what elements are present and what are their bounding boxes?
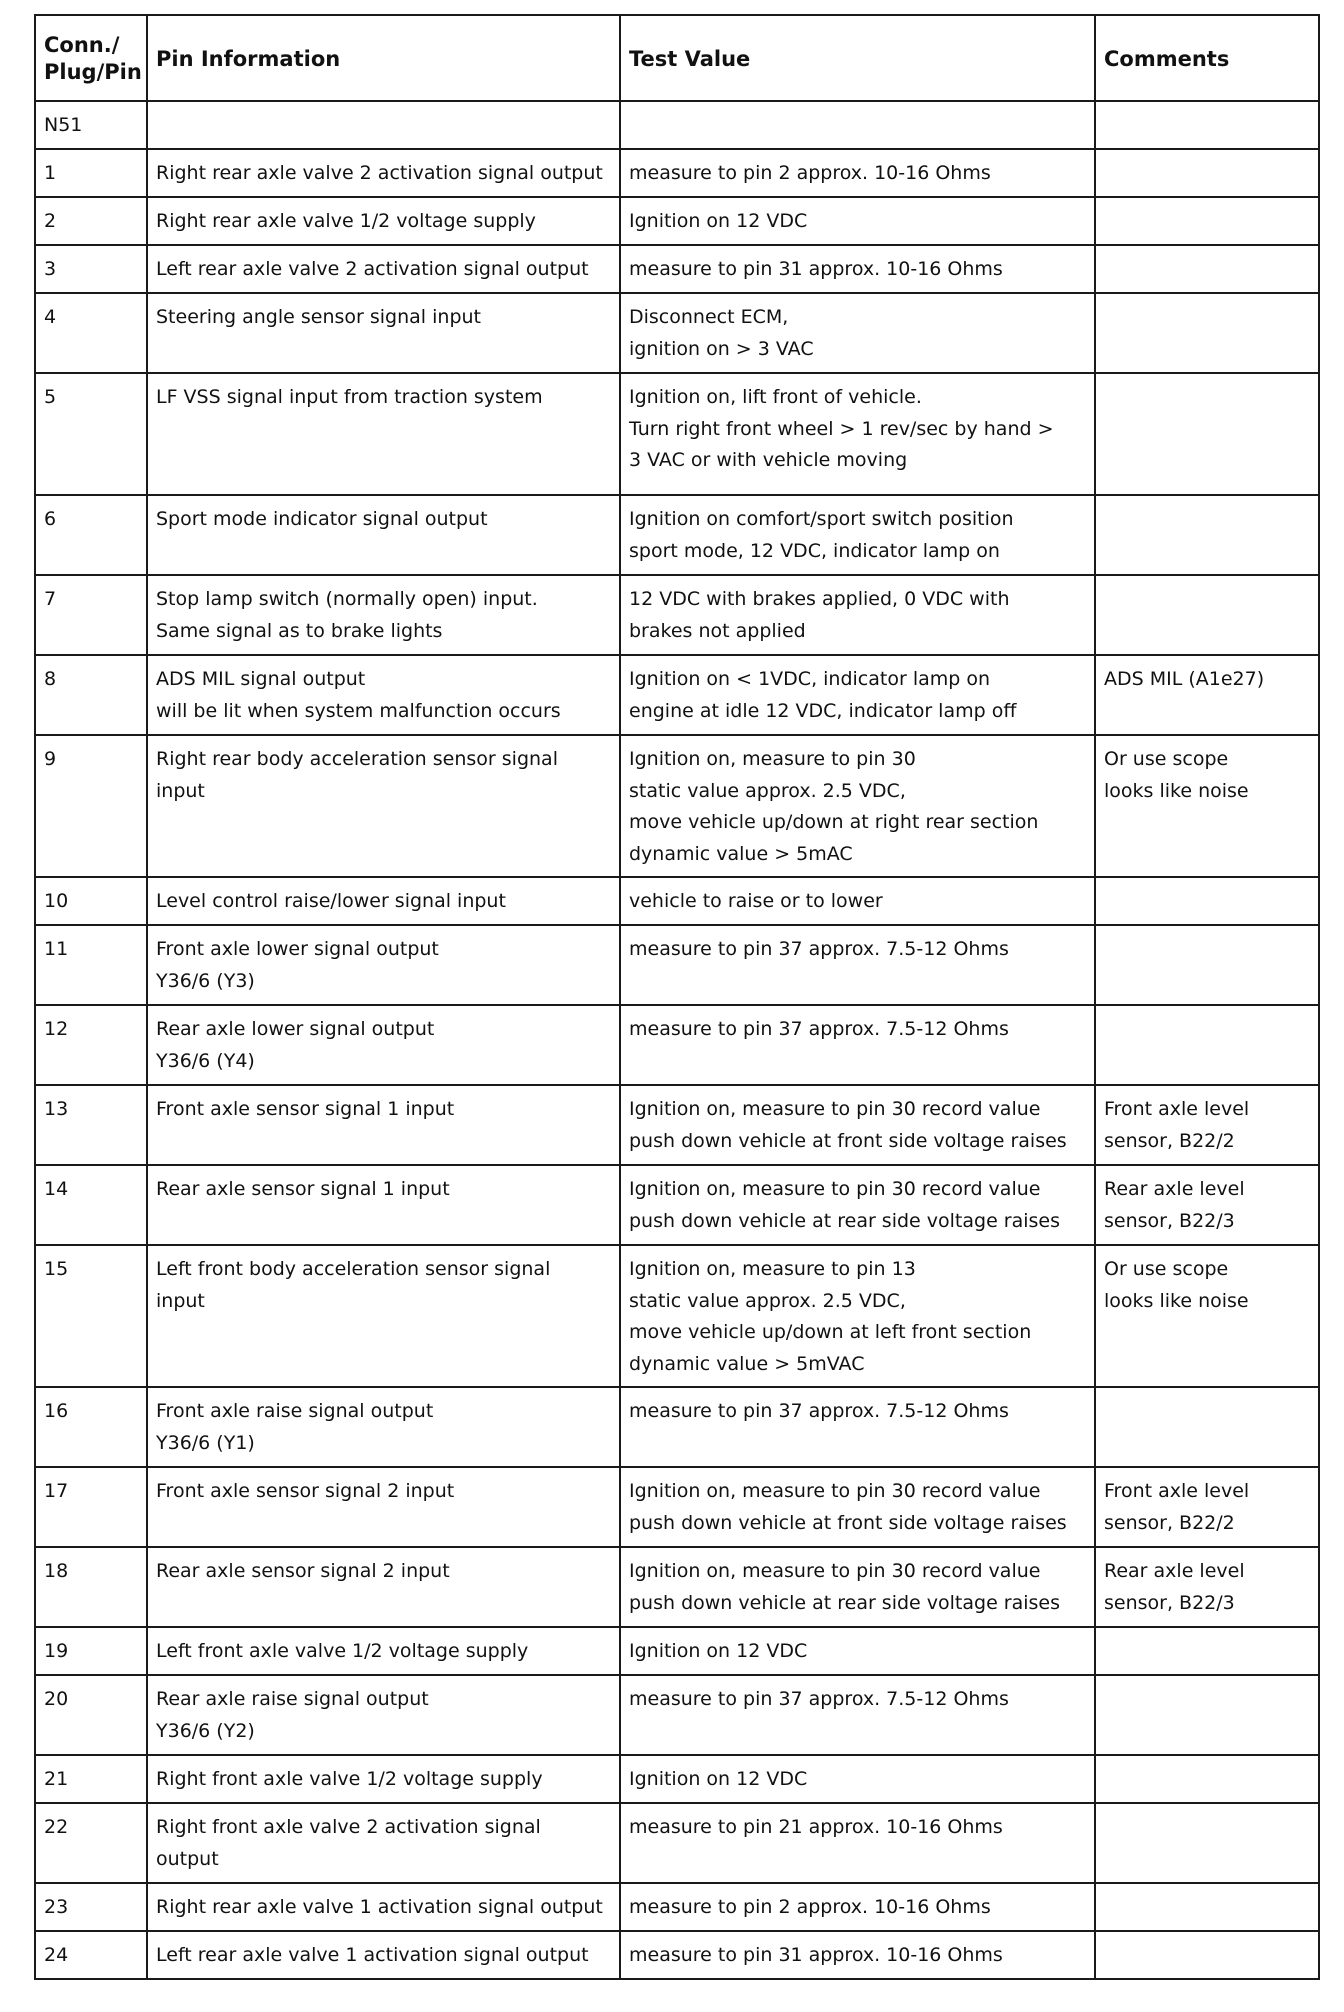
cell-comments <box>1095 149 1319 197</box>
cell-pin-information: Rear axle sensor signal 1 input <box>147 1165 620 1245</box>
cell-pin-information: Left front body acceleration sensor signal input <box>147 1245 620 1387</box>
cell-pin: 19 <box>35 1627 147 1675</box>
cell-pin: 12 <box>35 1005 147 1085</box>
cell-pin: 22 <box>35 1803 147 1883</box>
cell-test-value: measure to pin 31 approx. 10-16 Ohms <box>620 245 1095 293</box>
cell-pin-information: Left rear axle valve 1 activation signal output <box>147 1931 620 1979</box>
table-row <box>35 1755 1319 1803</box>
cell-comments <box>1095 1803 1319 1883</box>
pin-table <box>34 14 1320 1980</box>
cell-pin: 24 <box>35 1931 147 1979</box>
cell-comments <box>1095 293 1319 373</box>
cell-comments <box>1095 1627 1319 1675</box>
cell-comments <box>1095 1931 1319 1979</box>
table-row <box>35 245 1319 293</box>
cell-pin-information: ADS MIL signal output will be lit when system malfunction occurs <box>147 655 620 735</box>
header-pin-information: Pin Information <box>147 15 620 101</box>
table-row <box>35 1883 1319 1931</box>
table-row <box>35 1387 1319 1467</box>
table-row <box>35 1085 1319 1165</box>
table-row <box>35 1803 1319 1883</box>
table-row <box>35 373 1319 495</box>
pin-table-page <box>34 14 1318 1980</box>
header-pin: Conn./ Plug/Pin <box>35 15 147 101</box>
cell-comments <box>1095 373 1319 495</box>
cell-pin-information: Right front axle valve 2 activation signal output <box>147 1803 620 1883</box>
cell-pin-information: Front axle lower signal output Y36/6 (Y3) <box>147 925 620 1005</box>
table-header-row <box>35 15 1319 101</box>
cell-test-value: measure to pin 2 approx. 10-16 Ohms <box>620 149 1095 197</box>
cell-pin: 4 <box>35 293 147 373</box>
cell-pin-information: Right rear axle valve 1/2 voltage supply <box>147 197 620 245</box>
cell-pin: 17 <box>35 1467 147 1547</box>
cell-pin: 13 <box>35 1085 147 1165</box>
cell-comments: Or use scope looks like noise <box>1095 735 1319 877</box>
cell-pin: 14 <box>35 1165 147 1245</box>
table-row <box>35 1627 1319 1675</box>
cell-test-value: vehicle to raise or to lower <box>620 877 1095 925</box>
cell-test-value: Ignition on, measure to pin 30 record value push down vehicle at front side voltage raises <box>620 1467 1095 1547</box>
cell-pin-information: Right rear axle valve 1 activation signal output <box>147 1883 620 1931</box>
table-row <box>35 1547 1319 1627</box>
cell-pin: 7 <box>35 575 147 655</box>
cell-test-value <box>620 101 1095 149</box>
cell-pin: 9 <box>35 735 147 877</box>
header-test-value: Test Value <box>620 15 1095 101</box>
cell-test-value: measure to pin 37 approx. 7.5-12 Ohms <box>620 1675 1095 1755</box>
cell-pin-information: Sport mode indicator signal output <box>147 495 620 575</box>
cell-test-value: 12 VDC with brakes applied, 0 VDC with brakes not applied <box>620 575 1095 655</box>
cell-test-value: measure to pin 21 approx. 10-16 Ohms <box>620 1803 1095 1883</box>
table-row <box>35 1165 1319 1245</box>
cell-test-value: Ignition on 12 VDC <box>620 1627 1095 1675</box>
cell-test-value: Ignition on, measure to pin 13 static value approx. 2.5 VDC, move vehicle up/down at left front section dynamic value > 5mVAC <box>620 1245 1095 1387</box>
cell-comments <box>1095 495 1319 575</box>
cell-test-value: measure to pin 37 approx. 7.5-12 Ohms <box>620 1005 1095 1085</box>
table-row <box>35 1467 1319 1547</box>
cell-test-value: Ignition on comfort/sport switch position sport mode, 12 VDC, indicator lamp on <box>620 495 1095 575</box>
cell-pin-information <box>147 101 620 149</box>
cell-comments <box>1095 1755 1319 1803</box>
cell-comments <box>1095 877 1319 925</box>
table-row <box>35 735 1319 877</box>
table-row <box>35 197 1319 245</box>
cell-comments <box>1095 197 1319 245</box>
cell-pin-information: Rear axle raise signal output Y36/6 (Y2) <box>147 1675 620 1755</box>
cell-pin-information: Left rear axle valve 2 activation signal output <box>147 245 620 293</box>
cell-test-value: Ignition on 12 VDC <box>620 197 1095 245</box>
cell-pin-information: LF VSS signal input from traction system <box>147 373 620 495</box>
cell-pin-information: Stop lamp switch (normally open) input. Same signal as to brake lights <box>147 575 620 655</box>
table-row <box>35 101 1319 149</box>
cell-comments <box>1095 575 1319 655</box>
cell-pin-information: Rear axle sensor signal 2 input <box>147 1547 620 1627</box>
table-row <box>35 149 1319 197</box>
cell-pin: 20 <box>35 1675 147 1755</box>
table-row <box>35 925 1319 1005</box>
cell-test-value: measure to pin 37 approx. 7.5-12 Ohms <box>620 925 1095 1005</box>
cell-test-value: Ignition on < 1VDC, indicator lamp on engine at idle 12 VDC, indicator lamp off <box>620 655 1095 735</box>
cell-pin-information: Front axle raise signal output Y36/6 (Y1) <box>147 1387 620 1467</box>
cell-pin: 18 <box>35 1547 147 1627</box>
cell-pin: N51 <box>35 101 147 149</box>
cell-pin: 11 <box>35 925 147 1005</box>
cell-pin: 3 <box>35 245 147 293</box>
table-row <box>35 877 1319 925</box>
cell-test-value: measure to pin 31 approx. 10-16 Ohms <box>620 1931 1095 1979</box>
cell-comments: Front axle level sensor, B22/2 <box>1095 1085 1319 1165</box>
cell-test-value: measure to pin 2 approx. 10-16 Ohms <box>620 1883 1095 1931</box>
cell-comments: Or use scope looks like noise <box>1095 1245 1319 1387</box>
cell-test-value: Disconnect ECM, ignition on > 3 VAC <box>620 293 1095 373</box>
cell-pin: 2 <box>35 197 147 245</box>
cell-comments <box>1095 245 1319 293</box>
cell-test-value: Ignition on, measure to pin 30 static value approx. 2.5 VDC, move vehicle up/down at right rear section dynamic value > 5mAC <box>620 735 1095 877</box>
cell-comments <box>1095 1675 1319 1755</box>
table-row <box>35 655 1319 735</box>
table-row <box>35 575 1319 655</box>
cell-pin: 16 <box>35 1387 147 1467</box>
cell-comments <box>1095 101 1319 149</box>
cell-pin: 10 <box>35 877 147 925</box>
cell-pin-information: Steering angle sensor signal input <box>147 293 620 373</box>
table-row <box>35 1245 1319 1387</box>
cell-pin-information: Right rear body acceleration sensor signal input <box>147 735 620 877</box>
cell-pin-information: Left front axle valve 1/2 voltage supply <box>147 1627 620 1675</box>
cell-comments: Rear axle level sensor, B22/3 <box>1095 1547 1319 1627</box>
table-row <box>35 495 1319 575</box>
cell-pin: 15 <box>35 1245 147 1387</box>
cell-comments: Front axle level sensor, B22/2 <box>1095 1467 1319 1547</box>
cell-pin: 21 <box>35 1755 147 1803</box>
cell-test-value: Ignition on, measure to pin 30 record value push down vehicle at rear side voltage raises <box>620 1547 1095 1627</box>
cell-test-value: Ignition on, measure to pin 30 record value push down vehicle at front side voltage raises <box>620 1085 1095 1165</box>
cell-test-value: Ignition on, lift front of vehicle. Turn right front wheel > 1 rev/sec by hand > 3 VAC or with vehicle moving <box>620 373 1095 495</box>
cell-test-value: Ignition on, measure to pin 30 record value push down vehicle at rear side voltage raises <box>620 1165 1095 1245</box>
table-row <box>35 293 1319 373</box>
cell-pin: 8 <box>35 655 147 735</box>
cell-test-value: measure to pin 37 approx. 7.5-12 Ohms <box>620 1387 1095 1467</box>
cell-pin: 5 <box>35 373 147 495</box>
cell-pin-information: Level control raise/lower signal input <box>147 877 620 925</box>
table-row <box>35 1005 1319 1085</box>
cell-pin-information: Right front axle valve 1/2 voltage supply <box>147 1755 620 1803</box>
table-row <box>35 1931 1319 1979</box>
cell-comments <box>1095 1883 1319 1931</box>
cell-comments <box>1095 1387 1319 1467</box>
cell-pin-information: Right rear axle valve 2 activation signal output <box>147 149 620 197</box>
cell-pin: 6 <box>35 495 147 575</box>
cell-pin-information: Rear axle lower signal output Y36/6 (Y4) <box>147 1005 620 1085</box>
cell-comments: ADS MIL (A1e27) <box>1095 655 1319 735</box>
cell-pin-information: Front axle sensor signal 2 input <box>147 1467 620 1547</box>
cell-comments <box>1095 1005 1319 1085</box>
cell-pin: 23 <box>35 1883 147 1931</box>
cell-test-value: Ignition on 12 VDC <box>620 1755 1095 1803</box>
table-row <box>35 1675 1319 1755</box>
cell-comments <box>1095 925 1319 1005</box>
cell-comments: Rear axle level sensor, B22/3 <box>1095 1165 1319 1245</box>
cell-pin: 1 <box>35 149 147 197</box>
cell-pin-information: Front axle sensor signal 1 input <box>147 1085 620 1165</box>
header-comments: Comments <box>1095 15 1319 101</box>
